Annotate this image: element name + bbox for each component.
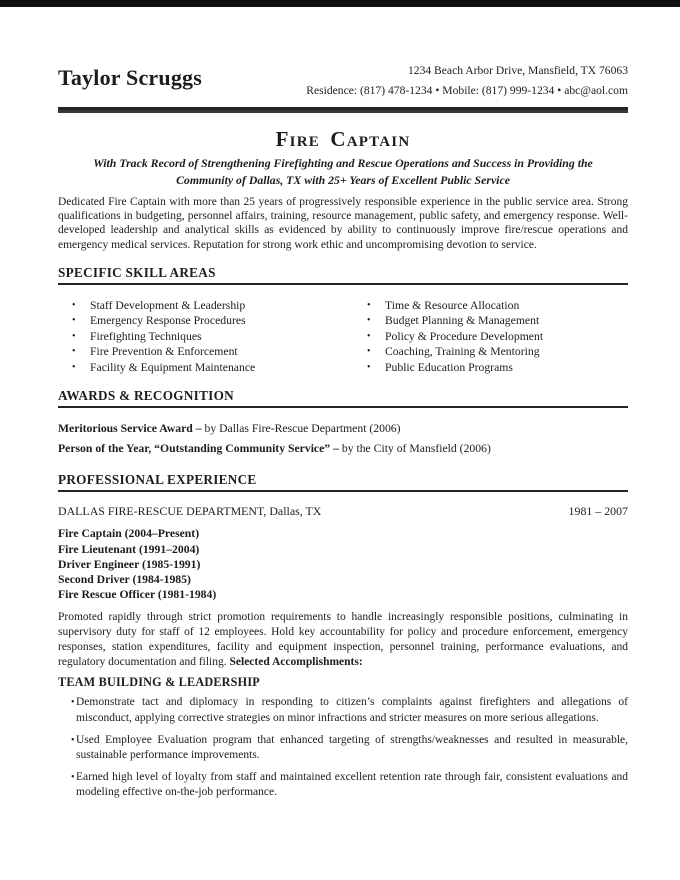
skill-label: Policy & Procedure Development bbox=[385, 329, 544, 343]
top-accent-bar bbox=[0, 0, 680, 7]
list-item bbox=[58, 733, 628, 763]
list-item bbox=[58, 313, 353, 329]
list-item bbox=[58, 329, 353, 345]
bullet-icon: • bbox=[71, 697, 75, 709]
position-title: Fire Captain (2004–Present) bbox=[58, 527, 200, 541]
list-item bbox=[353, 298, 628, 314]
bullet-icon: • bbox=[367, 299, 371, 311]
section-heading-experience: PROFESSIONAL EXPERIENCE bbox=[58, 472, 628, 492]
bullet-icon: • bbox=[367, 315, 371, 327]
section-heading-skills: SPECIFIC SKILL AREAS bbox=[58, 265, 628, 285]
accomplishment-text: Used Employee Evaluation program that enhanced targeting of strengths/weaknesses and resulted in measurable, sustainable performance improvements. bbox=[76, 733, 628, 761]
award-item bbox=[58, 439, 628, 459]
phone-email-line: Residence: (817) 478-1234 • Mobile: (817) 999-1234 • abc@aol.com bbox=[306, 84, 628, 97]
bullet-icon: • bbox=[72, 330, 76, 342]
bullet-icon: • bbox=[71, 734, 75, 746]
employer-name: DALLAS FIRE-RESCUE DEPARTMENT, Dallas, TX bbox=[58, 504, 322, 519]
position-title: Second Driver (1984-1985) bbox=[58, 572, 191, 586]
selected-accomplishments-label: Selected Accomplishments: bbox=[229, 656, 363, 669]
list-item bbox=[353, 329, 628, 345]
award-detail: by the City of Mansfield (2006) bbox=[341, 442, 491, 456]
skill-label: Facility & Equipment Maintenance bbox=[90, 360, 256, 374]
candidate-name: Taylor Scruggs bbox=[58, 65, 202, 90]
contact-block bbox=[306, 61, 628, 101]
skill-label: Fire Prevention & Enforcement bbox=[90, 345, 238, 359]
list-item bbox=[58, 298, 353, 314]
subtitle-line-1: With Track Record of Strengthening Firefighting and Rescue Operations and Success in Providing the bbox=[93, 156, 593, 170]
bullet-icon: • bbox=[72, 315, 76, 327]
experience-description bbox=[58, 610, 628, 670]
award-title: Meritorious Service Award – bbox=[58, 422, 202, 436]
bullet-icon: • bbox=[72, 361, 76, 373]
resume-title: Fire Captain bbox=[275, 127, 411, 151]
subtitle-line-2: Community of Dallas, TX with 25+ Years of Excellent Public Service bbox=[176, 172, 510, 187]
list-item bbox=[58, 344, 353, 360]
position-title: Fire Rescue Officer (1981-1984) bbox=[58, 588, 217, 602]
summary-paragraph: Dedicated Fire Captain with more than 25 years of progressively responsible experience in the public service area. Strong qualifications in budgeting, personnel affairs, training, resource management, public safety, and emergency response. Well-developed leadership and analytical skills as evidenced by ability to continuously improve fire/rescue operations and emergency medical services. Reputation for strong work ethic and uncompromising devotion to service. bbox=[58, 196, 628, 251]
award-item bbox=[58, 419, 628, 439]
skills-column-right bbox=[353, 298, 628, 376]
position-title: Fire Lieutenant (1991–2004) bbox=[58, 542, 200, 556]
list-item bbox=[353, 313, 628, 329]
accomplishment-text: Demonstrate tact and diplomacy in responding to citizen’s complaints against firefighters and allegations of misconduct, applying corrective strategies on minor infractions and stricter measures on more serious allegations. bbox=[76, 696, 628, 724]
bullet-icon: • bbox=[367, 361, 371, 373]
list-item bbox=[353, 344, 628, 360]
experience-description-text: Promoted rapidly through strict promotion requirements to handle increasingly responsible positions, culminating in supervisory duty for staff of 12 employees. Hold key accountability for policy and procedure enforcement, emergency responses, station expenditures, facility and equipment inspection, personnel training, performance evaluations, and regulatory documentation and filing. bbox=[58, 611, 628, 669]
subheading-team-building: TEAM BUILDING & LEADERSHIP bbox=[58, 675, 260, 690]
address-line: 1234 Beach Arbor Drive, Mansfield, TX 76063 bbox=[407, 64, 628, 77]
bullet-icon: • bbox=[367, 330, 371, 342]
skill-label: Time & Resource Allocation bbox=[385, 298, 520, 312]
accomplishment-text: Earned high level of loyalty from staff and maintained excellent retention rate through fair, consistent evaluations and modeling effective on-the-job performance. bbox=[76, 771, 628, 799]
positions-list bbox=[58, 526, 628, 602]
award-detail: by Dallas Fire-Rescue Department (2006) bbox=[204, 422, 401, 436]
bullet-icon: • bbox=[71, 772, 75, 784]
resume-document bbox=[0, 61, 680, 801]
skills-column-left bbox=[58, 298, 353, 376]
list-item bbox=[58, 695, 628, 725]
position-title: Driver Engineer (1985-1991) bbox=[58, 557, 201, 571]
awards-list bbox=[58, 419, 628, 459]
list-item bbox=[353, 360, 628, 376]
bullet-icon: • bbox=[367, 346, 371, 358]
skill-label: Coaching, Training & Mentoring bbox=[385, 345, 540, 359]
section-heading-awards: AWARDS & RECOGNITION bbox=[58, 388, 628, 408]
list-item bbox=[58, 770, 628, 800]
bullet-icon: • bbox=[72, 299, 76, 311]
bullet-icon: • bbox=[72, 346, 76, 358]
skill-label: Budget Planning & Management bbox=[385, 314, 540, 328]
header-divider bbox=[58, 107, 628, 113]
skill-label: Emergency Response Procedures bbox=[90, 314, 246, 328]
employment-dates: 1981 – 2007 bbox=[568, 504, 628, 519]
list-item bbox=[58, 360, 353, 376]
accomplishments-list bbox=[58, 695, 628, 800]
skills-columns bbox=[58, 298, 628, 376]
resume-subtitle bbox=[58, 155, 628, 188]
award-title: Person of the Year, “Outstanding Community Service” – bbox=[58, 442, 339, 456]
header bbox=[58, 61, 628, 101]
skill-label: Staff Development & Leadership bbox=[90, 298, 246, 312]
skill-label: Firefighting Techniques bbox=[90, 329, 202, 343]
skill-label: Public Education Programs bbox=[385, 360, 513, 374]
employer-row bbox=[58, 504, 628, 519]
